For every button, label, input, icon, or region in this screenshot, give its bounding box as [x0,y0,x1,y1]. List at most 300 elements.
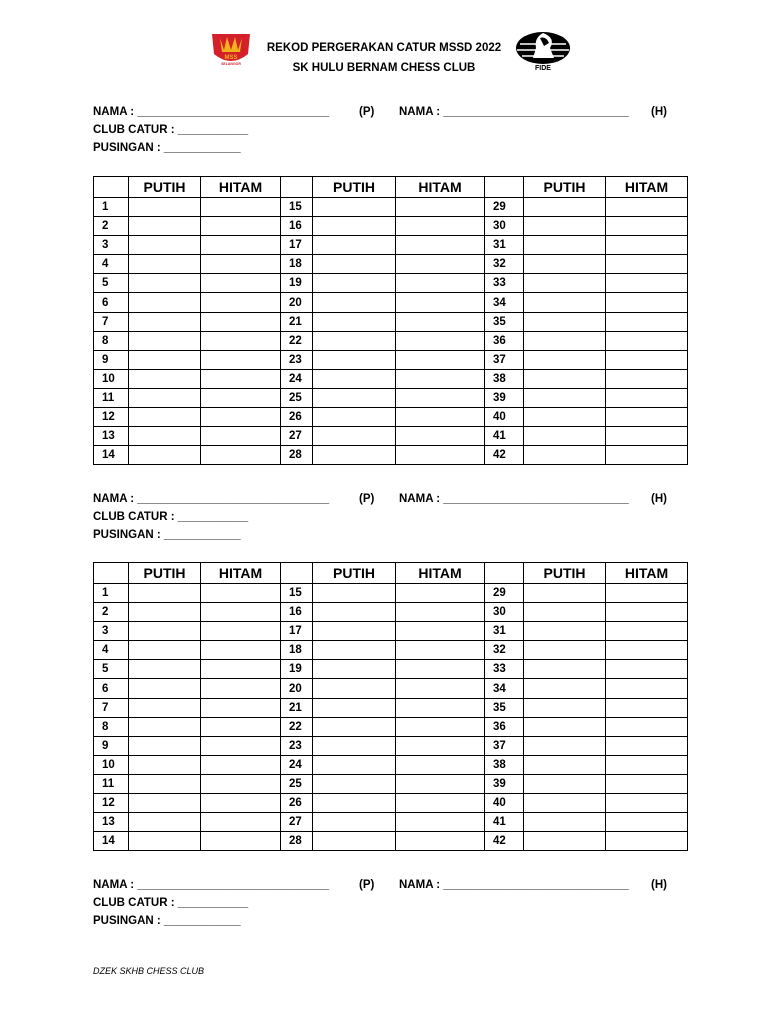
white-move-cell[interactable] [524,660,606,679]
black-move-cell[interactable] [606,369,688,388]
black-move-cell[interactable] [606,388,688,407]
white-move-cell[interactable] [524,641,606,660]
move-number: 24 [281,369,313,388]
move-number: 20 [281,293,313,312]
black-move-cell[interactable] [606,679,688,698]
move-number: 30 [485,603,524,622]
black-move-cell[interactable] [396,293,485,312]
black-move-cell[interactable] [396,832,485,851]
white-move-cell[interactable] [129,622,201,641]
white-move-cell[interactable] [524,198,606,217]
move-number: 23 [281,350,313,369]
black-move-cell[interactable] [396,584,485,603]
black-move-cell[interactable] [396,774,485,793]
black-move-cell[interactable] [201,774,281,793]
black-move-cell[interactable] [606,427,688,446]
black-move-cell[interactable] [606,312,688,331]
move-number: 19 [281,274,313,293]
white-move-cell[interactable] [129,369,201,388]
move-number: 21 [281,312,313,331]
black-move-cell[interactable] [396,236,485,255]
table-row [94,584,688,603]
white-move-cell[interactable] [524,584,606,603]
moves-header-row [94,563,688,584]
table-row [94,717,688,736]
black-move-cell[interactable] [396,427,485,446]
white-move-cell[interactable] [313,679,396,698]
black-move-cell[interactable] [201,388,281,407]
move-number: 20 [281,679,313,698]
white-move-cell[interactable] [524,717,606,736]
move-number: 11 [94,774,129,793]
black-move-cell[interactable] [201,217,281,236]
table-row [94,198,688,217]
black-move-cell[interactable] [201,198,281,217]
black-move-cell[interactable] [396,603,485,622]
black-move-cell[interactable] [396,446,485,465]
table-row [94,312,688,331]
club-field[interactable]: CLUB CATUR : ___________ [93,511,249,523]
white-move-cell[interactable] [524,622,606,641]
white-move-cell[interactable] [313,832,396,851]
black-move-cell[interactable] [201,717,281,736]
move-number: 12 [94,408,129,427]
nama-black-field[interactable]: NAMA : _____________________________ [399,493,629,505]
black-move-cell[interactable] [606,408,688,427]
white-move-cell[interactable] [129,198,201,217]
white-move-cell[interactable] [524,679,606,698]
column-header-number [94,563,129,584]
column-header-hitam: HITAM [201,563,281,584]
black-move-cell[interactable] [201,255,281,274]
black-move-cell[interactable] [396,813,485,832]
white-move-cell[interactable] [129,832,201,851]
black-move-cell[interactable] [201,312,281,331]
move-number: 22 [281,331,313,350]
black-move-cell[interactable] [606,603,688,622]
move-number: 21 [281,698,313,717]
column-header-number [485,177,524,198]
white-move-cell[interactable] [524,331,606,350]
white-move-cell[interactable] [524,293,606,312]
white-move-cell[interactable] [313,312,396,331]
move-number: 31 [485,622,524,641]
column-header-number [281,563,313,584]
white-move-cell[interactable] [129,641,201,660]
black-move-cell[interactable] [201,813,281,832]
white-move-cell[interactable] [313,717,396,736]
move-number: 4 [94,641,129,660]
table-row [94,293,688,312]
table-row [94,679,688,698]
black-tag: (H) [651,879,667,891]
black-move-cell[interactable] [606,698,688,717]
black-move-cell[interactable] [201,736,281,755]
white-move-cell[interactable] [524,427,606,446]
black-move-cell[interactable] [606,446,688,465]
table-row [94,755,688,774]
move-number: 9 [94,736,129,755]
page-header [0,28,768,78]
white-move-cell[interactable] [313,794,396,813]
white-move-cell[interactable] [313,331,396,350]
nama-black-field[interactable]: NAMA : _____________________________ [399,879,629,891]
white-move-cell[interactable] [524,236,606,255]
white-move-cell[interactable] [313,584,396,603]
nama-white-field[interactable]: NAMA : ______________________________ [93,493,330,505]
white-move-cell[interactable] [129,446,201,465]
move-number: 24 [281,755,313,774]
black-move-cell[interactable] [606,255,688,274]
black-move-cell[interactable] [396,198,485,217]
black-move-cell[interactable] [201,698,281,717]
move-number: 6 [94,679,129,698]
black-move-cell[interactable] [396,660,485,679]
white-move-cell[interactable] [129,736,201,755]
black-move-cell[interactable] [606,813,688,832]
black-move-cell[interactable] [396,794,485,813]
column-header-number [94,177,129,198]
black-move-cell[interactable] [396,217,485,236]
moves-body [94,584,688,851]
white-move-cell[interactable] [313,641,396,660]
black-move-cell[interactable] [606,198,688,217]
table-row [94,236,688,255]
column-header-putih: PUTIH [524,177,606,198]
white-move-cell[interactable] [129,698,201,717]
black-move-cell[interactable] [606,717,688,736]
moves-body [94,198,688,465]
white-move-cell[interactable] [313,736,396,755]
move-number: 15 [281,584,313,603]
white-move-cell[interactable] [129,331,201,350]
white-move-cell[interactable] [129,603,201,622]
black-move-cell[interactable] [396,274,485,293]
white-move-cell[interactable] [129,813,201,832]
black-move-cell[interactable] [606,641,688,660]
white-move-cell[interactable] [524,698,606,717]
move-number: 35 [485,698,524,717]
black-move-cell[interactable] [201,584,281,603]
black-move-cell[interactable] [606,217,688,236]
move-number: 16 [281,603,313,622]
white-move-cell[interactable] [524,369,606,388]
table-row [94,446,688,465]
black-move-cell[interactable] [201,832,281,851]
nama-white-field[interactable]: NAMA : ______________________________ [93,879,330,891]
black-move-cell[interactable] [606,622,688,641]
white-move-cell[interactable] [313,427,396,446]
move-number: 10 [94,755,129,774]
move-number: 38 [485,755,524,774]
white-move-cell[interactable] [129,755,201,774]
table-row [94,217,688,236]
moves-table-2 [93,562,688,851]
move-number: 5 [94,660,129,679]
move-number: 30 [485,217,524,236]
svg-text:SELANGOR: SELANGOR [221,62,241,66]
white-move-cell[interactable] [524,350,606,369]
player-form-1 [93,106,693,160]
white-move-cell[interactable] [524,832,606,851]
white-move-cell[interactable] [313,274,396,293]
move-number: 25 [281,388,313,407]
move-number: 40 [485,794,524,813]
white-move-cell[interactable] [129,350,201,369]
column-header-putih: PUTIH [313,563,396,584]
move-number: 4 [94,255,129,274]
black-move-cell[interactable] [606,584,688,603]
move-number: 37 [485,350,524,369]
white-move-cell[interactable] [313,369,396,388]
black-move-cell[interactable] [606,293,688,312]
white-move-cell[interactable] [129,427,201,446]
black-move-cell[interactable] [201,446,281,465]
column-header-hitam: HITAM [396,563,485,584]
white-move-cell[interactable] [313,813,396,832]
white-move-cell[interactable] [129,679,201,698]
club-field[interactable]: CLUB CATUR : ___________ [93,124,249,136]
black-move-cell[interactable] [201,641,281,660]
table-row [94,388,688,407]
black-move-cell[interactable] [201,236,281,255]
white-move-cell[interactable] [524,217,606,236]
black-move-cell[interactable] [201,350,281,369]
white-move-cell[interactable] [313,446,396,465]
white-move-cell[interactable] [313,293,396,312]
black-move-cell[interactable] [201,660,281,679]
move-number: 3 [94,622,129,641]
move-number: 17 [281,622,313,641]
black-move-cell[interactable] [201,603,281,622]
table-row [94,794,688,813]
move-number: 1 [94,198,129,217]
white-move-cell[interactable] [129,255,201,274]
black-move-cell[interactable] [396,641,485,660]
white-move-cell[interactable] [313,236,396,255]
club-field[interactable]: CLUB CATUR : ___________ [93,897,249,909]
move-number: 14 [94,832,129,851]
black-move-cell[interactable] [201,408,281,427]
move-number: 13 [94,813,129,832]
black-move-cell[interactable] [396,622,485,641]
move-number: 26 [281,408,313,427]
black-move-cell[interactable] [396,755,485,774]
black-move-cell[interactable] [396,679,485,698]
black-move-cell[interactable] [396,369,485,388]
move-number: 39 [485,388,524,407]
white-tag: (P) [359,493,375,505]
white-move-cell[interactable] [313,388,396,407]
move-number: 17 [281,236,313,255]
black-move-cell[interactable] [606,236,688,255]
move-number: 42 [485,446,524,465]
moves-header-row [94,177,688,198]
white-move-cell[interactable] [129,312,201,331]
move-number: 28 [281,446,313,465]
white-move-cell[interactable] [524,446,606,465]
white-move-cell[interactable] [313,660,396,679]
move-number: 32 [485,255,524,274]
column-header-number [281,177,313,198]
black-move-cell[interactable] [396,736,485,755]
white-move-cell[interactable] [129,774,201,793]
white-move-cell[interactable] [524,603,606,622]
nama-white-field[interactable]: NAMA : ______________________________ [93,106,330,118]
black-move-cell[interactable] [606,774,688,793]
black-move-cell[interactable] [201,679,281,698]
white-move-cell[interactable] [313,774,396,793]
move-number: 19 [281,660,313,679]
move-number: 29 [485,584,524,603]
black-move-cell[interactable] [201,427,281,446]
white-move-cell[interactable] [129,274,201,293]
black-move-cell[interactable] [606,755,688,774]
white-move-cell[interactable] [313,622,396,641]
white-move-cell[interactable] [524,794,606,813]
move-number: 8 [94,717,129,736]
move-number: 14 [94,446,129,465]
move-number: 23 [281,736,313,755]
table-row [94,622,688,641]
black-tag: (H) [651,493,667,505]
black-move-cell[interactable] [201,755,281,774]
move-number: 35 [485,312,524,331]
black-move-cell[interactable] [606,274,688,293]
white-move-cell[interactable] [524,274,606,293]
player-form-3 [93,879,693,933]
black-tag: (H) [651,106,667,118]
table-row [94,350,688,369]
move-number: 7 [94,312,129,331]
black-move-cell[interactable] [396,350,485,369]
move-number: 29 [485,198,524,217]
black-move-cell[interactable] [606,736,688,755]
move-number: 1 [94,584,129,603]
white-move-cell[interactable] [313,217,396,236]
move-number: 5 [94,274,129,293]
table-row [94,274,688,293]
white-move-cell[interactable] [313,755,396,774]
pusingan-field[interactable]: PUSINGAN : ____________ [93,529,241,541]
black-move-cell[interactable] [201,369,281,388]
move-number: 7 [94,698,129,717]
black-move-cell[interactable] [201,794,281,813]
black-move-cell[interactable] [606,331,688,350]
black-move-cell[interactable] [396,717,485,736]
white-move-cell[interactable] [524,774,606,793]
move-number: 18 [281,255,313,274]
white-move-cell[interactable] [129,217,201,236]
black-move-cell[interactable] [201,293,281,312]
column-header-hitam: HITAM [201,177,281,198]
white-move-cell[interactable] [524,755,606,774]
black-move-cell[interactable] [606,660,688,679]
black-move-cell[interactable] [396,331,485,350]
table-row [94,603,688,622]
sheet-title: REKOD PERGERAKAN CATUR MSSD 2022 [266,42,502,54]
move-number: 40 [485,408,524,427]
white-move-cell[interactable] [524,408,606,427]
white-move-cell[interactable] [129,388,201,407]
black-move-cell[interactable] [396,255,485,274]
column-header-hitam: HITAM [606,177,688,198]
sheet-subtitle: SK HULU BERNAM CHESS CLUB [292,62,476,74]
move-number: 36 [485,717,524,736]
white-move-cell[interactable] [524,255,606,274]
black-move-cell[interactable] [606,794,688,813]
white-move-cell[interactable] [129,660,201,679]
white-move-cell[interactable] [129,408,201,427]
black-move-cell[interactable] [396,408,485,427]
white-move-cell[interactable] [129,717,201,736]
white-move-cell[interactable] [524,388,606,407]
table-row [94,774,688,793]
white-move-cell[interactable] [313,603,396,622]
white-move-cell[interactable] [313,198,396,217]
move-number: 27 [281,427,313,446]
table-row [94,832,688,851]
pusingan-field[interactable]: PUSINGAN : ____________ [93,915,241,927]
table-row [94,641,688,660]
move-number: 22 [281,717,313,736]
move-number: 16 [281,217,313,236]
white-move-cell[interactable] [313,408,396,427]
move-number: 11 [94,388,129,407]
black-move-cell[interactable] [606,350,688,369]
black-move-cell[interactable] [396,698,485,717]
white-move-cell[interactable] [524,813,606,832]
white-move-cell[interactable] [524,312,606,331]
move-number: 33 [485,274,524,293]
white-move-cell[interactable] [524,736,606,755]
black-move-cell[interactable] [201,622,281,641]
white-move-cell[interactable] [313,698,396,717]
white-move-cell[interactable] [313,350,396,369]
move-number: 9 [94,350,129,369]
pusingan-field[interactable]: PUSINGAN : ____________ [93,142,241,154]
white-move-cell[interactable] [313,255,396,274]
table-row [94,408,688,427]
black-move-cell[interactable] [396,312,485,331]
move-number: 38 [485,369,524,388]
move-number: 25 [281,774,313,793]
move-number: 39 [485,774,524,793]
move-number: 2 [94,603,129,622]
table-row [94,698,688,717]
black-move-cell[interactable] [201,331,281,350]
black-move-cell[interactable] [201,274,281,293]
black-move-cell[interactable] [606,832,688,851]
white-move-cell[interactable] [129,584,201,603]
nama-black-field[interactable]: NAMA : _____________________________ [399,106,629,118]
column-header-putih: PUTIH [313,177,396,198]
column-header-hitam: HITAM [606,563,688,584]
moves-header [94,563,688,584]
white-move-cell[interactable] [129,293,201,312]
move-number: 34 [485,293,524,312]
moves-table-1 [93,176,688,465]
black-move-cell[interactable] [396,388,485,407]
move-number: 27 [281,813,313,832]
white-move-cell[interactable] [129,794,201,813]
move-number: 13 [94,427,129,446]
table-row [94,736,688,755]
white-move-cell[interactable] [129,236,201,255]
fide-logo-icon [514,30,572,72]
column-header-hitam: HITAM [396,177,485,198]
move-number: 8 [94,331,129,350]
